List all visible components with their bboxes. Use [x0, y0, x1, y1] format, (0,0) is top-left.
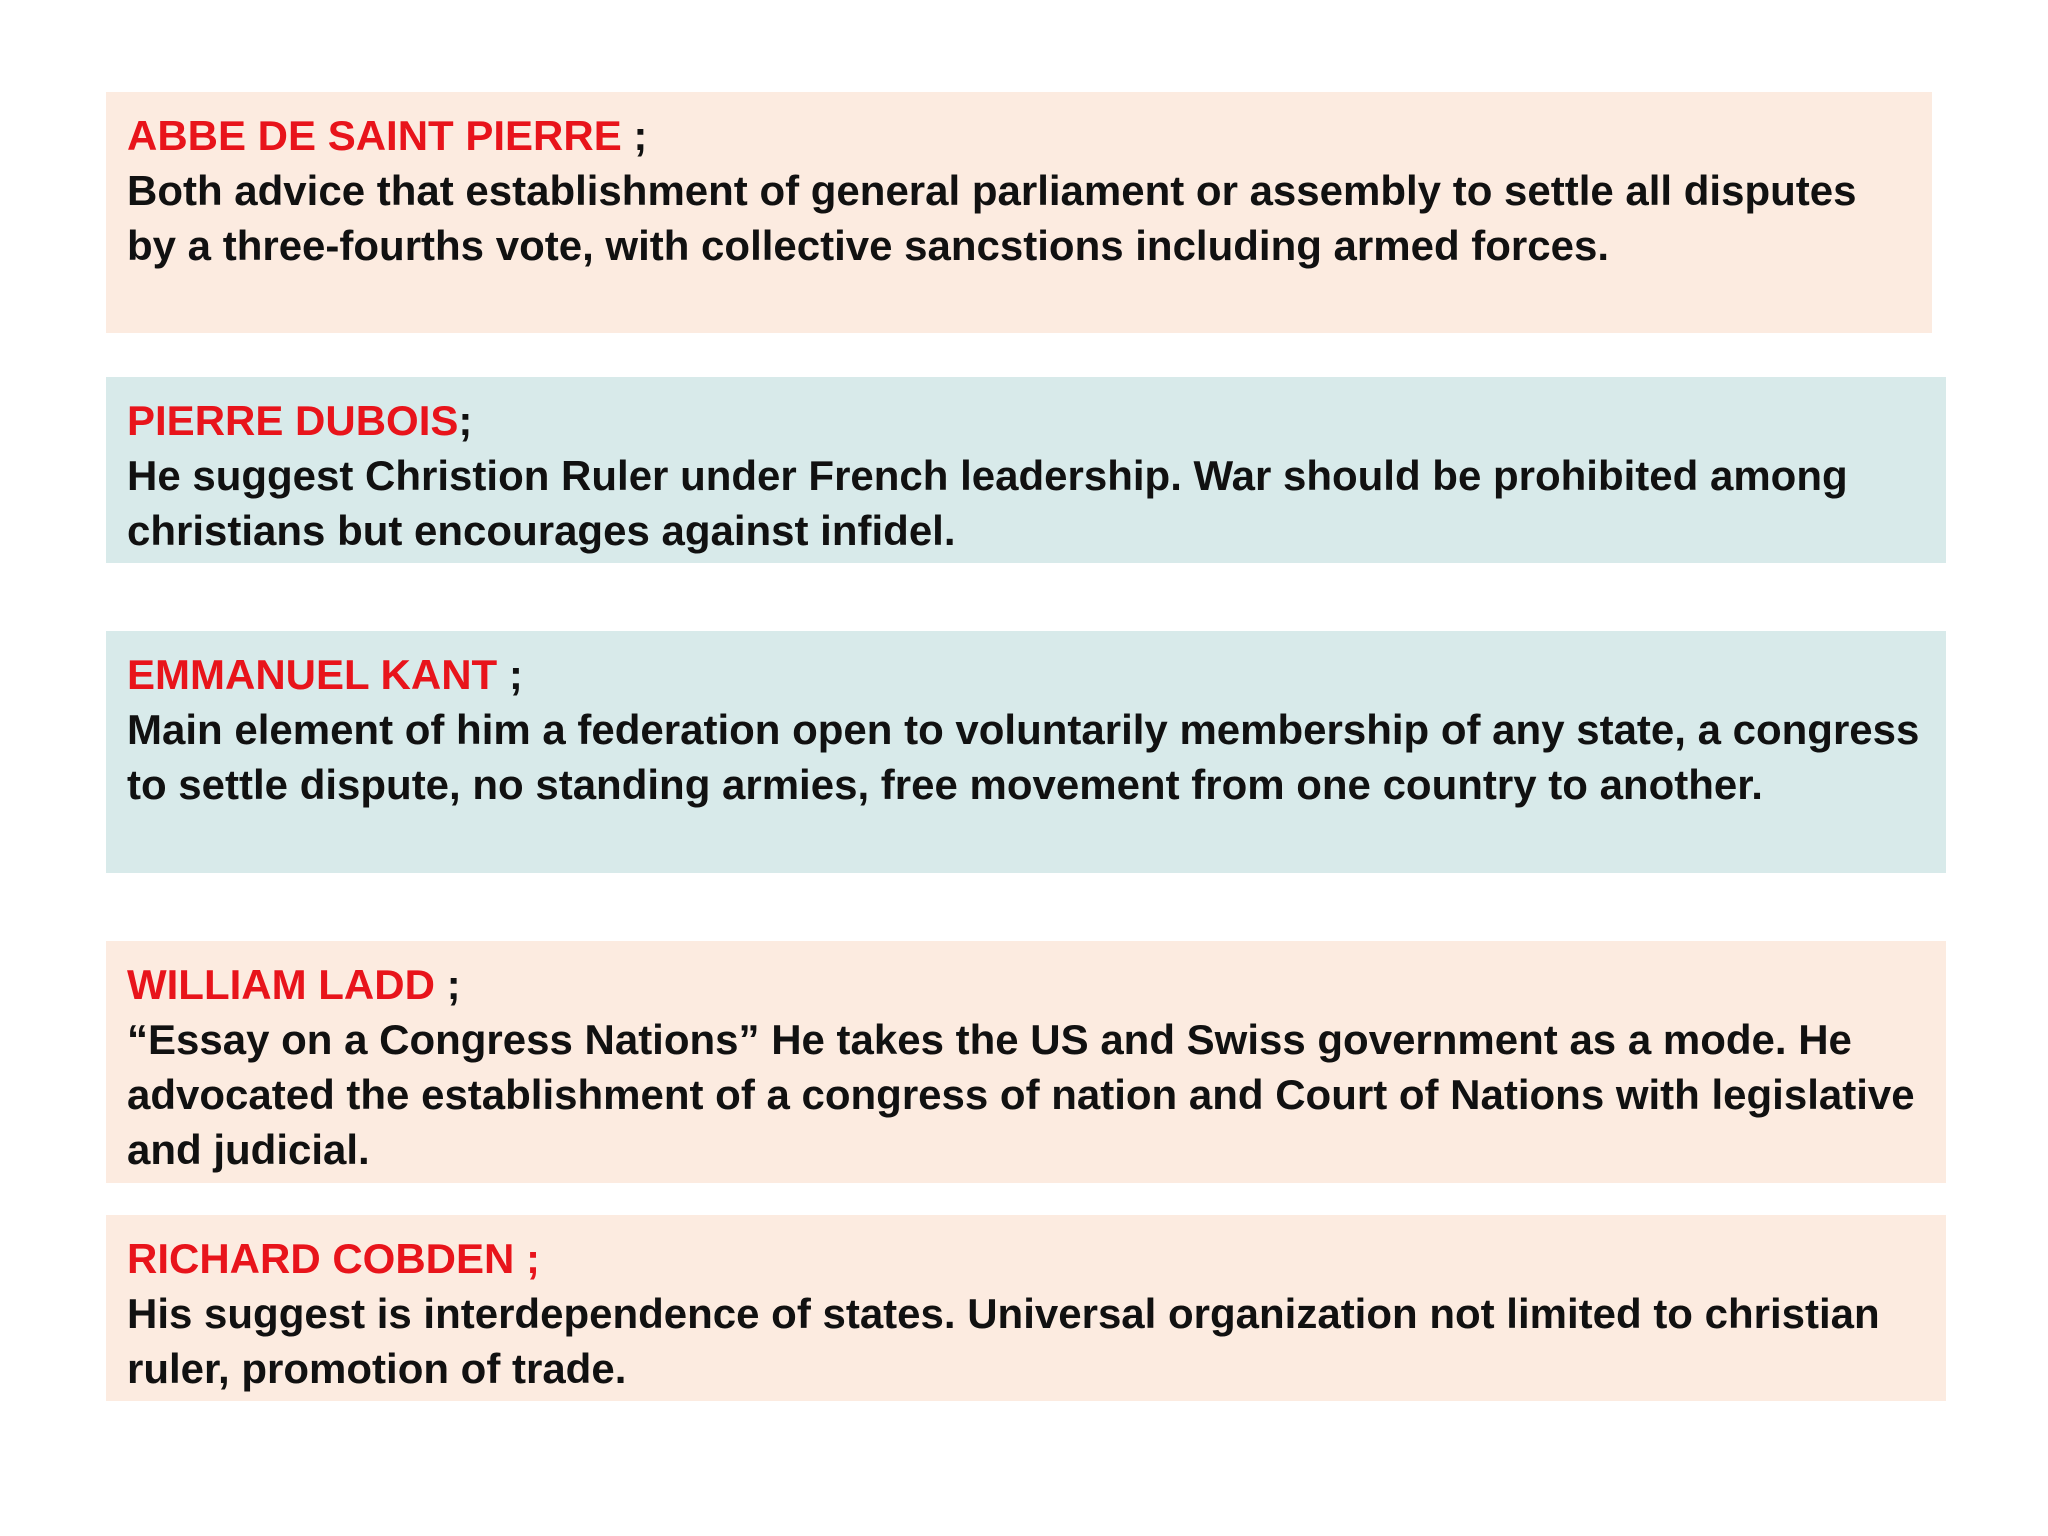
entry-separator: ; — [621, 112, 648, 159]
entry-separator: ; — [497, 651, 523, 698]
entry-box-richard-cobden — [106, 1215, 1946, 1401]
entry-box-pierre-dubois — [106, 377, 1946, 563]
entry-separator: ; — [458, 397, 473, 444]
entry-separator: ; — [514, 1235, 540, 1282]
entry-text: Both advice that establishment of general parliament or assembly to settle all disputes by a three-fourths vote, with collective sancstions including armed forces. — [127, 167, 1857, 269]
entry-name: WILLIAM LADD — [127, 961, 435, 1008]
entry-name: ABBE DE SAINT PIERRE — [127, 112, 622, 159]
entry-text: He suggest Christion Ruler under French leadership. War should be prohibited among christians but encourages against infidel. — [127, 452, 1848, 554]
entry-box-emmanuel-kant — [106, 631, 1946, 873]
entry-heading — [127, 108, 1911, 163]
entry-heading — [127, 1231, 1925, 1286]
entry-name: EMMANUEL KANT — [127, 651, 498, 698]
entry-heading — [127, 393, 1925, 448]
entry-name: PIERRE DUBOIS — [127, 397, 459, 444]
entry-separator: ; — [434, 961, 461, 1008]
entry-heading — [127, 647, 1925, 702]
entry-box-william-ladd — [106, 941, 1946, 1183]
entry-box-abbe-de-saint-pierre — [106, 92, 1932, 333]
entry-text: His suggest is interdependence of states. Universal organization not limited to christian ruler, promotion of trade. — [127, 1290, 1880, 1392]
entry-text: “Essay on a Congress Nations” He takes the US and Swiss government as a mode. He advocated the establishment of a congress of nation and Court of Nations with legislative and judicial. — [127, 1016, 1915, 1173]
entry-name: RICHARD COBDEN — [127, 1235, 515, 1282]
entry-text: Main element of him a federation open to voluntarily membership of any state, a congress to settle dispute, no standing armies, free movement from one country to another. — [127, 706, 1920, 808]
entry-heading — [127, 957, 1925, 1012]
